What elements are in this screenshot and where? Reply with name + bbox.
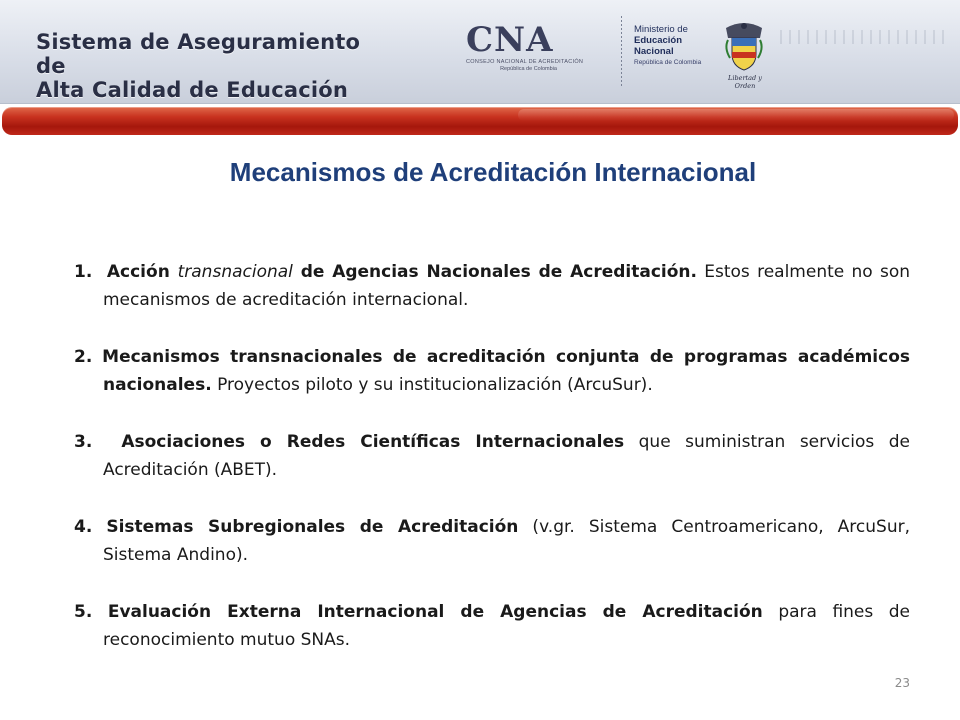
list-item	[74, 428, 910, 484]
cna-logo	[466, 22, 611, 82]
slide-title: Mecanismos de Acreditación Internacional	[229, 157, 757, 187]
item-bold-text: Mecanismos transnacionales de acreditación conjunta de programas académicos nacionales.	[102, 347, 910, 395]
ministry-line1: Ministerio de	[634, 24, 688, 35]
item-bold-text: de Agencias Nacionales de Acreditación.	[292, 262, 697, 282]
item-bold-text: Acción	[106, 262, 178, 282]
item-italic-text: transnacional	[177, 262, 293, 282]
cna-logo-country: República de Colombia	[500, 66, 557, 72]
mechanisms-list	[74, 258, 910, 683]
cna-logo-mark: CNA	[466, 20, 554, 60]
ministry-line2: Educación Nacional	[634, 35, 683, 57]
item-normal-text: Proyectos piloto y su institucionalización (ArcuSur).	[211, 375, 653, 395]
system-title-line2: Alta Calidad de Educación	[36, 78, 349, 102]
cna-logo-subtitle: CONSEJO NACIONAL DE ACREDITACIÓN	[466, 59, 584, 65]
list-item	[74, 598, 910, 654]
header-texture	[780, 30, 950, 44]
slide-header	[0, 0, 960, 104]
item-bold-text: Asociaciones o Redes Científicas Internacionales	[121, 432, 625, 452]
item-number: 5.	[74, 602, 93, 622]
list-item	[74, 258, 910, 314]
item-bold-text: Evaluación Externa Internacional de Agencias de Acreditación	[107, 602, 763, 622]
shield-caption: Libertad y Orden	[728, 74, 762, 90]
item-number: 4.	[74, 517, 93, 537]
item-number: 2.	[74, 347, 93, 367]
header-divider	[621, 16, 622, 88]
page-number: 23	[894, 676, 910, 690]
header-red-bar	[0, 104, 960, 138]
coat-of-arms-icon	[722, 18, 766, 74]
item-normal-text: que suministran servicios de Acreditación (ABET).	[103, 432, 910, 480]
item-normal-text: (v.gr. Sistema Centroamericano, ArcuSur, Sistema Andino).	[103, 517, 911, 565]
ministry-logo	[634, 24, 724, 68]
item-number: 3.	[74, 432, 93, 452]
system-title-line1: Sistema de Aseguramiento de	[36, 30, 361, 78]
item-bold-text: Sistemas Subregionales de Acreditación	[106, 517, 519, 537]
item-number: 1.	[74, 262, 93, 282]
list-item	[74, 513, 910, 569]
red-bar-pill	[2, 107, 958, 135]
item-normal-text: Estos realmente no son mecanismos de acreditación internacional.	[103, 262, 910, 310]
list-item	[74, 343, 910, 399]
ministry-line3: República de Colombia	[634, 59, 702, 66]
item-normal-text: para fines de reconocimiento mutuo SNAs.	[103, 602, 911, 650]
